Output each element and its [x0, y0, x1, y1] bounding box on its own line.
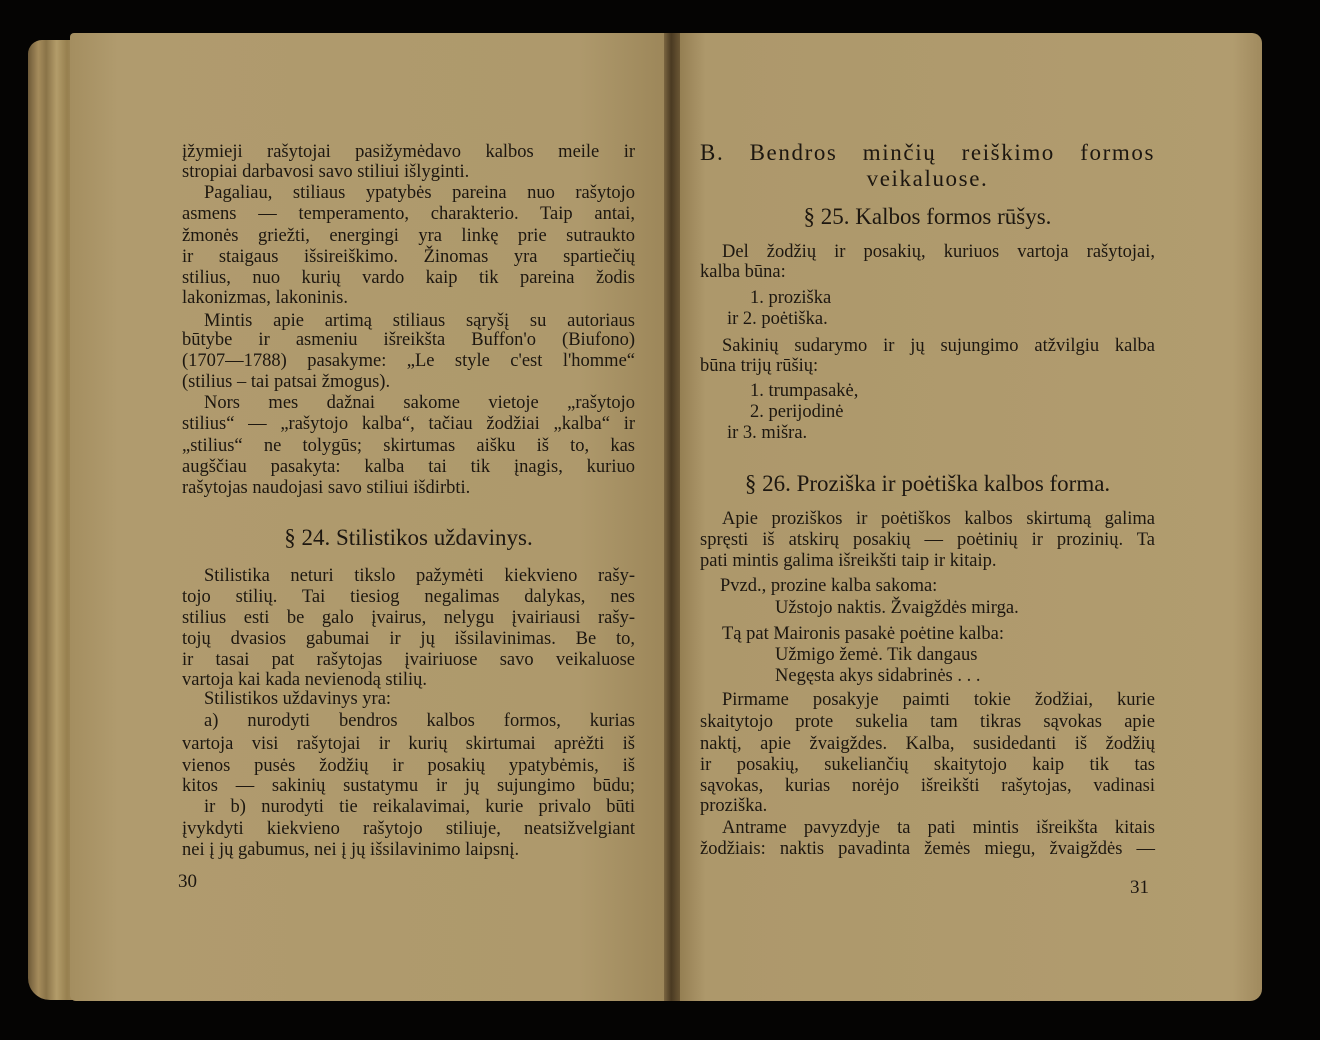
text-line: Stilistikos uždavinys yra: — [204, 689, 392, 709]
text-line: ir staigaus išsireiškimo. Žinomas yra spartiečių — [182, 247, 635, 267]
text-line: Pagaliau, stiliaus ypatybės pareina nuo rašytojo — [204, 183, 635, 203]
text-line: „stilius“ ne tolygūs; skirtumas aišku iš to, kas — [182, 436, 635, 456]
text-line: (1707—1788) pasakyme: „Le style c'est l'homme“ — [182, 351, 635, 371]
text-line: naktį, apie žvaigždes. Kalba, susidedanti iš žodžių — [700, 734, 1155, 754]
text-line: Apie proziškos ir poėtiškos kalbos skirtumą galima — [722, 509, 1155, 529]
text-line: ir 3. mišra. — [727, 423, 808, 443]
text-line: asmens — temperamento, charakterio. Taip antai, — [182, 204, 635, 224]
text-line: stilius esti be galo įvairus, nelygu įvairiausi rašy- — [182, 608, 635, 628]
text-line: proziška. — [700, 796, 768, 816]
text-line: stilius“ — „rašytojo kalba“, tačiau žodžiai „kalba“ ir — [182, 414, 635, 434]
text-line: Negęsta akys sidabrinės . . . — [775, 666, 981, 686]
text-line: Nors mes dažnai sakome vietoje „rašytojo — [204, 393, 635, 413]
text-line: kalba būna: — [700, 262, 786, 282]
section-heading: § 26. Proziška ir poėtiška kalbos forma. — [744, 471, 1111, 496]
text-line: spręsti iš atskirų posakių — poėtinių ir prozinių. Ta — [700, 530, 1155, 550]
text-line: kitos — sakinių sustatymu ir jų sujungimo būdu; — [182, 776, 635, 796]
text-line: ir posakių, sukeliančių skaitytojo kaip tik tas — [700, 755, 1155, 775]
text-line: tojo stilių. Tai tiesiog negalimas dalykas, nes — [182, 587, 635, 607]
section-heading: § 25. Kalbos formos rūšys. — [803, 204, 1052, 229]
text-line: augščiau pasakyta: kalba tai tik įnagis, kuriuo — [182, 457, 635, 477]
text-line: ir tasai pat rašytojas įvairiuose savo veikaluose — [182, 650, 635, 670]
text-line: lakonizmas, lakoninis. — [182, 288, 348, 308]
text-line: ir b) nurodyti tie reikalavimai, kurie privalo būti — [204, 797, 635, 817]
text-line: vartoja kai kada nevienodą stilių. — [182, 670, 428, 690]
text-line: Pirmame posakyje paimti tokie žodžiai, kurie — [722, 690, 1155, 710]
text-line: Tą pat Maironis pasakė poėtine kalba: — [722, 624, 1005, 644]
page-number-right: 31 — [1130, 877, 1149, 898]
text-line: įvykdyti kiekvieno rašytojo stiliuje, neatsižvelgiant — [182, 819, 635, 839]
text-line: vartoja visi rašytojai ir kurių skirtumai aprėžti iš — [182, 734, 635, 754]
text-line: Del žodžių ir posakių, kuriuos vartoja rašytojai, — [722, 242, 1155, 262]
text-line: (stilius – tai patsai žmogus). — [182, 372, 391, 392]
text-line: 2. perijodinė — [750, 402, 844, 422]
text-line: Užstojo naktis. Žvaigždės mirga. — [775, 598, 1019, 618]
text-line: Užmigo žemė. Tik dangaus — [775, 645, 978, 665]
text-line: būna trijų rūšių: — [700, 356, 819, 376]
text-line: tojų dvasios gabumai ir jų išsilavinimas. Be to, — [182, 629, 635, 649]
text-line: a) nurodyti bendros kalbos formos, kurias — [204, 711, 635, 731]
text-line: Antrame pavyzdyje ta pati mintis išreikšta kitais — [722, 818, 1155, 838]
page-number-left: 30 — [178, 871, 197, 892]
text-line: pati mintis galima išreikšti taip ir kitaip. — [700, 551, 997, 571]
text-line: būtybe ir asmeniu išreikšta Buffon'o (Biufono) — [182, 330, 635, 350]
text-line: stilius, nuo kurių vardo kaip tik pareina žodis — [182, 268, 635, 288]
text-line: Sakinių sudarymo ir jų sujungimo atžvilgiu kalba — [722, 336, 1155, 356]
text-line: vienos pusės žodžių ir posakių ypatybėmis, iš — [182, 756, 635, 776]
text-line: Pvzd., prozine kalba sakoma: — [720, 576, 938, 596]
text-line: žmonės griežti, energingi yra linkę prie sutraukto — [182, 226, 635, 246]
text-line: Mintis apie artimą stiliaus sąryšį su autoriaus — [204, 311, 635, 331]
text-line: 1. trumpasakė, — [750, 381, 859, 401]
text-line: ir 2. poėtiška. — [727, 309, 828, 329]
text-line: sąvokas, kurias norėjo išreikšti rašytojas, vadinasi — [700, 776, 1155, 796]
section-heading: § 24. Stilistikos uždavinys. — [284, 525, 533, 550]
text-line: 1. proziška — [750, 288, 832, 308]
section-heading: veikaluose. — [866, 166, 989, 191]
text-line: Stilistika neturi tikslo pažymėti kiekvieno rašy- — [204, 566, 635, 586]
text-line: nei į jų gabumus, nei į jų išsilavinimo laipsnį. — [182, 840, 520, 860]
text-line: įžymieji rašytojai pasižymėdavo kalbos meile ir — [182, 142, 635, 162]
text-line: skaitytojo prote sukelia tam tikras sąvokas apie — [700, 712, 1155, 732]
text-line: stropiai darbavosi savo stiliui išlyginti. — [182, 162, 470, 182]
text-line: rašytojas naudojasi savo stiliui išdirbti. — [182, 478, 471, 498]
section-heading: B. Bendros minčių reiškimo formos — [700, 140, 1155, 165]
text-line: žodžiais: naktis pavadinta žemės miegu, žvaigždės — — [700, 839, 1155, 859]
book-gutter — [664, 33, 680, 1001]
